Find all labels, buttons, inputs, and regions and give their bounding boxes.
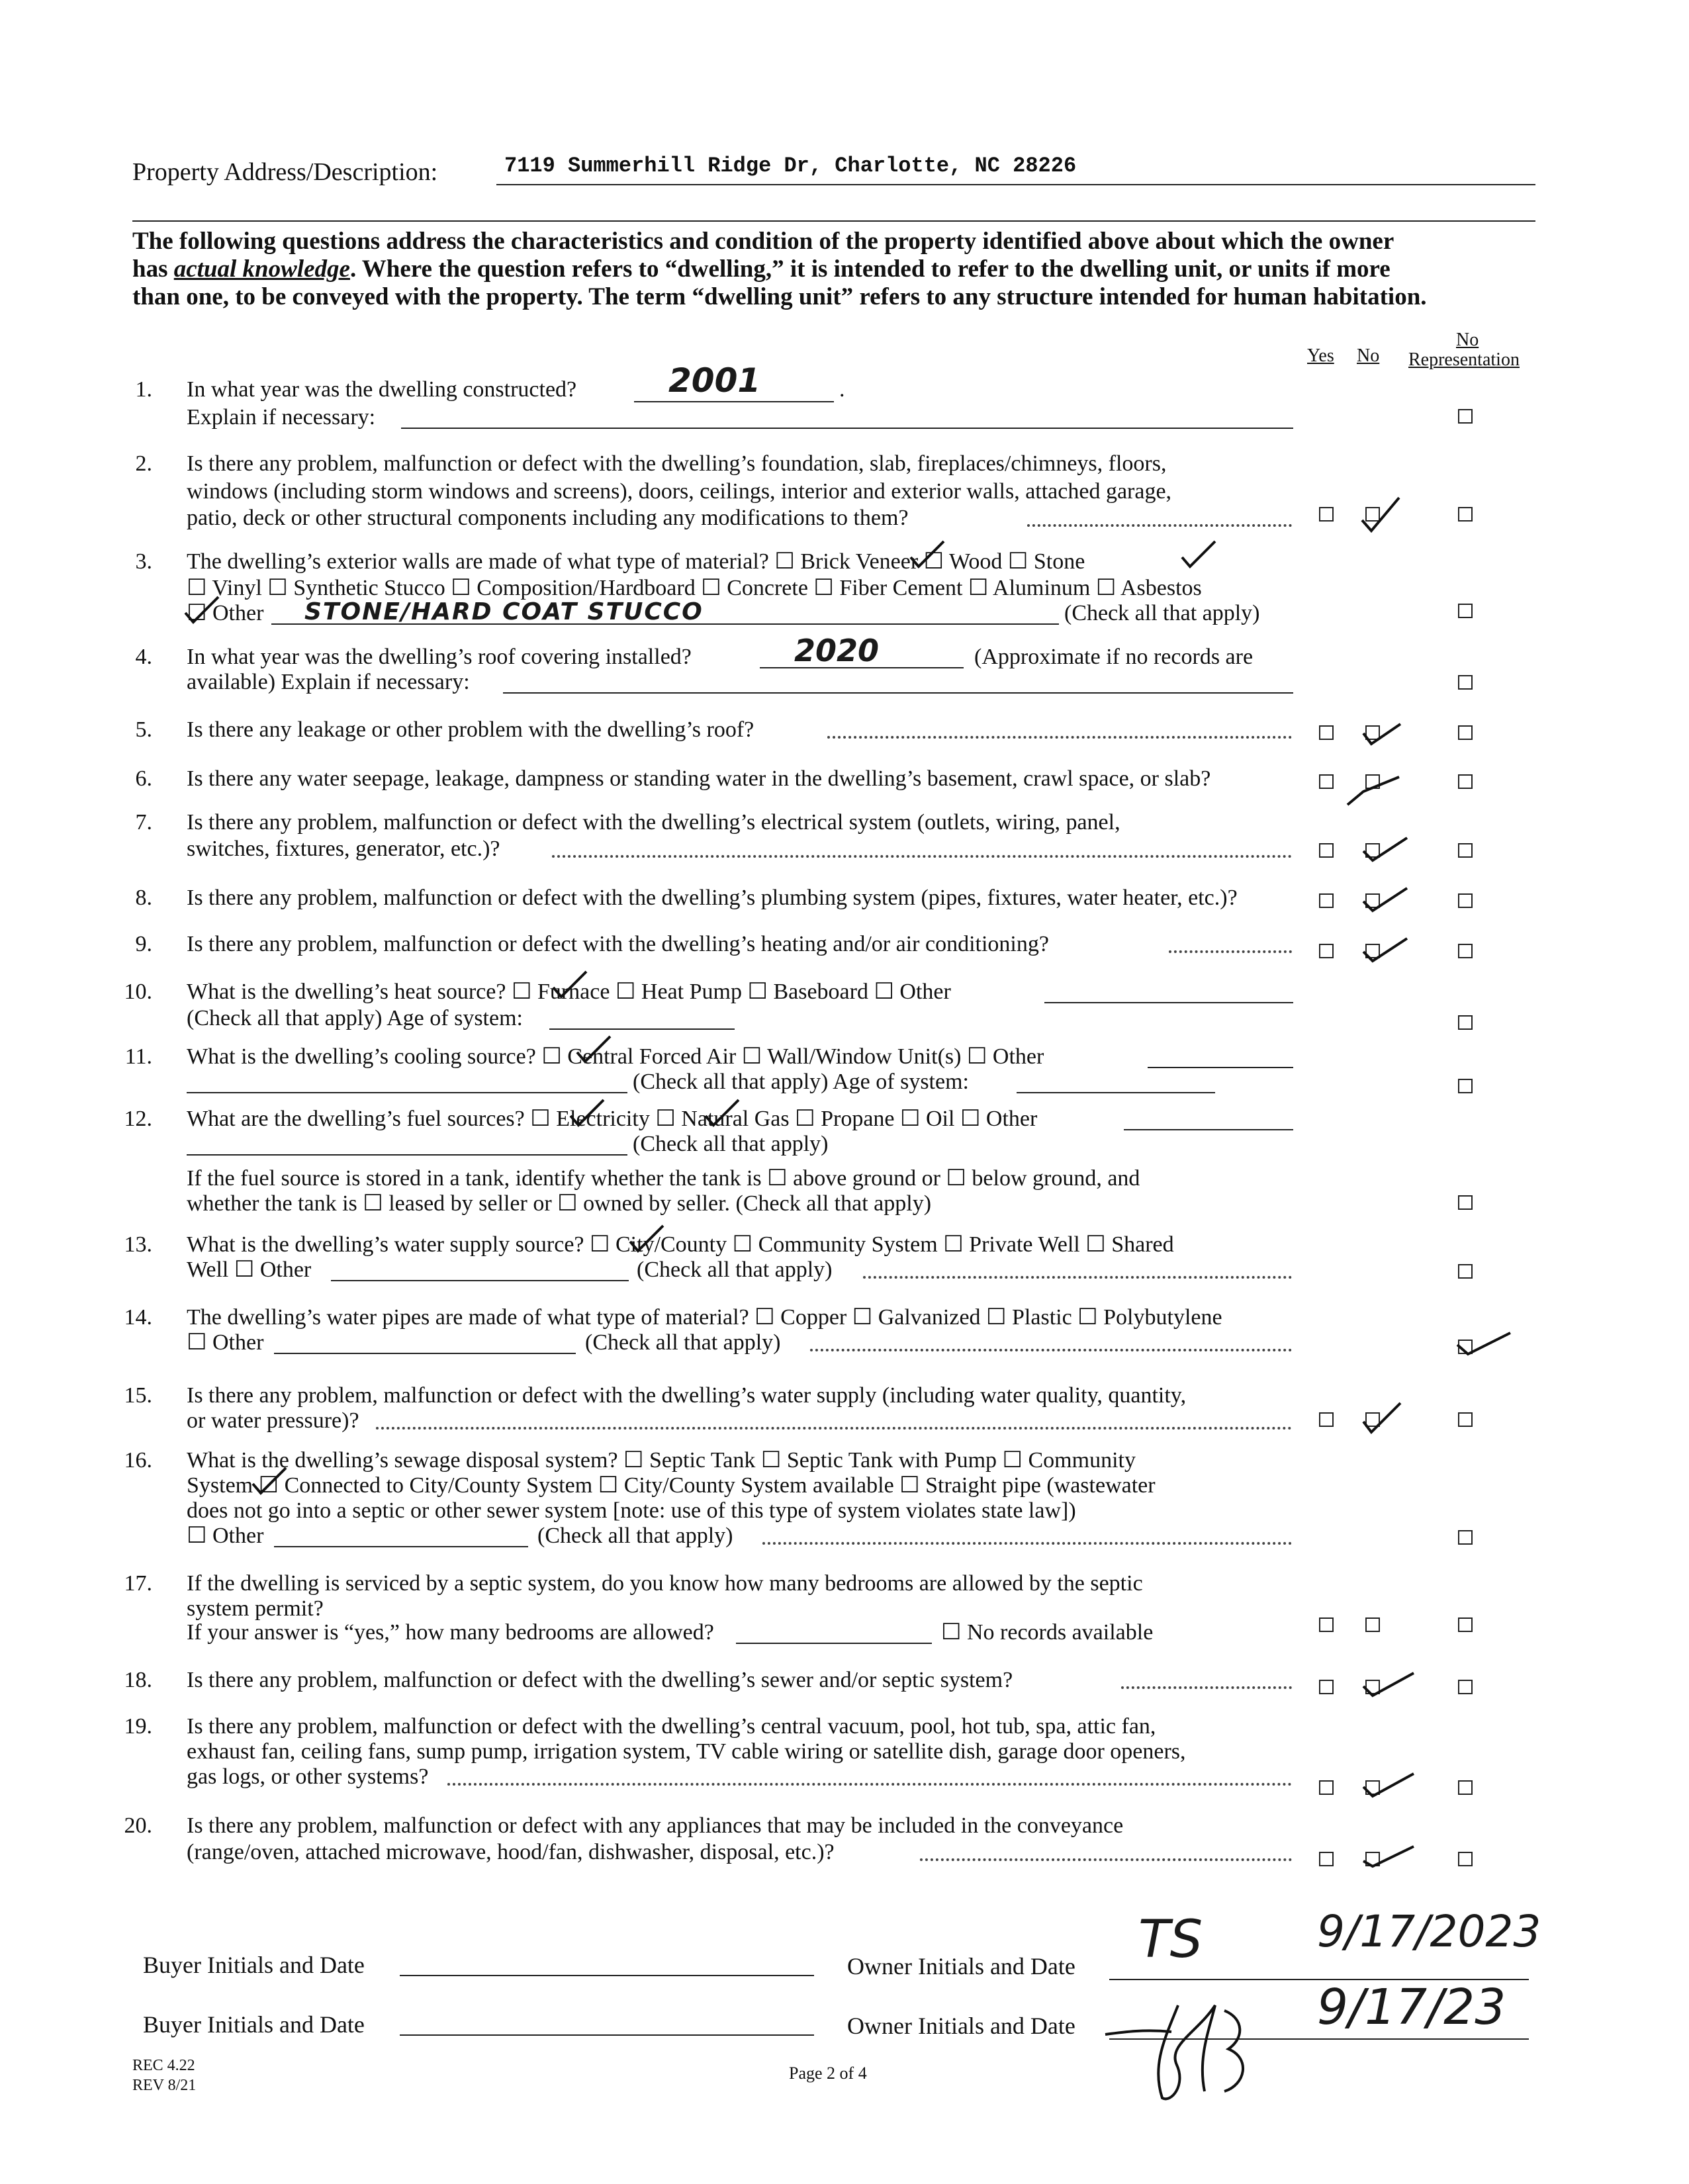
q11-age-line <box>1017 1092 1215 1093</box>
q3-text-1: The dwelling’s exterior walls are made of what type of material? ☐ Brick Veneer ☐ Wood ☐ Stone <box>187 549 1085 574</box>
q19-norep-checkbox[interactable] <box>1458 1780 1473 1795</box>
q7-no-checkmark <box>1358 831 1411 864</box>
q1-explain: Explain if necessary: <box>187 405 376 430</box>
q11-text-2: (Check all that apply) Age of system: <box>633 1069 969 1094</box>
q11-number: 11. <box>124 1044 152 1069</box>
q17-text-3a: If your answer is “yes,” how many bedrooms are allowed? <box>187 1620 714 1645</box>
q12-electricity-checkmark <box>567 1096 606 1129</box>
q14-text-1: The dwelling’s water pipes are made of what type of material? ☐ Copper ☐ Galvanized ☐ Plastic ☐ Polybutylene <box>187 1305 1222 1330</box>
q8-text: Is there any problem, malfunction or defect with the dwelling’s plumbing system (pipes, fixtures, water heater, etc.)? <box>187 886 1238 910</box>
q18-text: Is there any problem, malfunction or defect with the dwelling’s sewer and/or septic system? <box>187 1668 1013 1692</box>
q3-other-answer: STONE/HARD COAT STUCCO <box>304 598 704 625</box>
q12-other-line-2 <box>187 1154 627 1156</box>
q17-text-1: If the dwelling is serviced by a septic system, do you know how many bedrooms are allowed by the septic <box>187 1571 1143 1596</box>
q4-number: 4. <box>135 645 152 669</box>
q9-norep-checkbox[interactable] <box>1458 944 1473 958</box>
buyer-initials-label-1: Buyer Initials and Date <box>143 1952 365 1978</box>
q9-no-checkmark <box>1358 932 1411 965</box>
q18-norep-checkbox[interactable] <box>1458 1680 1473 1694</box>
q14-norep-checkmark <box>1453 1324 1513 1357</box>
q16-text-3: does not go into a septic or other sewer system [note: use of this type of system violates state law]) <box>187 1498 1076 1523</box>
q19-leader <box>447 1783 1292 1786</box>
q6-yes-checkbox[interactable] <box>1319 774 1334 789</box>
q19-yes-checkbox[interactable] <box>1319 1780 1334 1795</box>
q13-number: 13. <box>124 1232 152 1257</box>
q3-stone-checkmark <box>1178 537 1218 570</box>
q12-text-2: (Check all that apply) <box>633 1132 829 1156</box>
q16-text-4b: (Check all that apply) <box>537 1524 733 1548</box>
q11-central-checkmark <box>573 1032 613 1066</box>
q20-number: 20. <box>124 1813 152 1838</box>
q15-leader <box>376 1427 1292 1430</box>
col-norep-1: No <box>1456 330 1479 350</box>
q5-yes-checkbox[interactable] <box>1319 725 1334 740</box>
q1-text: In what year was the dwelling constructed? <box>187 377 577 402</box>
q2-text-2: windows (including storm windows and screens), doors, ceilings, interior and exterior walls, attached garage, <box>187 479 1172 504</box>
q15-norep-checkbox[interactable] <box>1458 1412 1473 1427</box>
q20-text-1: Is there any problem, malfunction or defect with any appliances that may be included in the conveyance <box>187 1813 1124 1838</box>
q14-text-2b: (Check all that apply) <box>585 1330 781 1355</box>
q10-norep-checkbox[interactable] <box>1458 1015 1473 1030</box>
q1-answer-line <box>634 401 834 402</box>
q13-text-2b: (Check all that apply) <box>637 1257 833 1282</box>
q14-number: 14. <box>124 1305 152 1330</box>
q16-leader <box>762 1542 1292 1545</box>
q3-text-3: ☐ Other <box>187 601 264 625</box>
q3-number: 3. <box>135 549 152 574</box>
q10-text-1: What is the dwelling’s heat source? ☐ Furnace ☐ Heat Pump ☐ Baseboard ☐ Other <box>187 979 951 1004</box>
q6-norep-checkbox[interactable] <box>1458 774 1473 789</box>
form-code: REC 4.22 <box>132 2057 195 2074</box>
q15-text-2: or water pressure)? <box>187 1408 359 1433</box>
q3-check-all: (Check all that apply) <box>1064 601 1260 625</box>
q19-text-3: gas logs, or other systems? <box>187 1764 429 1789</box>
q2-text-3: patio, deck or other structural components including any modifications to them? <box>187 506 909 530</box>
q12-text-4: whether the tank is ☐ leased by seller or ☐ owned by seller. (Check all that apply) <box>187 1191 932 1216</box>
q19-text-1: Is there any problem, malfunction or defect with the dwelling’s central vacuum, pool, hot tub, spa, attic fan, <box>187 1714 1156 1739</box>
q7-number: 7. <box>135 810 152 835</box>
col-yes: Yes <box>1307 345 1334 366</box>
q4-explain-line <box>503 692 1293 694</box>
q2-no-checkmark <box>1357 494 1403 536</box>
q2-yes-checkbox[interactable] <box>1319 507 1334 522</box>
q18-yes-checkbox[interactable] <box>1319 1680 1334 1694</box>
q7-leader <box>552 855 1292 858</box>
q13-leader <box>863 1276 1292 1279</box>
q20-yes-checkbox[interactable] <box>1319 1852 1334 1866</box>
q11-norep-checkbox[interactable] <box>1458 1079 1473 1093</box>
q9-text: Is there any problem, malfunction or defect with the dwelling’s heating and/or air conditioning? <box>187 932 1049 956</box>
address-value: 7119 Summerhill Ridge Dr, Charlotte, NC 28226 <box>504 154 1077 178</box>
q20-norep-checkbox[interactable] <box>1458 1852 1473 1866</box>
q18-number: 18. <box>124 1668 152 1692</box>
q16-text-1: What is the dwelling’s sewage disposal system? ☐ Septic Tank ☐ Septic Tank with Pump ☐ Community <box>187 1448 1136 1473</box>
q14-other-line <box>274 1353 576 1354</box>
q3-text-2: ☐ Vinyl ☐ Synthetic Stucco ☐ Composition/Hardboard ☐ Concrete ☐ Fiber Cement ☐ Aluminum ☐ Asbestos <box>187 576 1202 600</box>
q17-bedrooms-line <box>736 1643 932 1644</box>
q17-text-2: system permit? <box>187 1596 324 1621</box>
q11-text-1: What is the dwelling’s cooling source? ☐ Central Forced Air ☐ Wall/Window Unit(s) ☐ Other <box>187 1044 1044 1069</box>
top-rule <box>132 220 1535 222</box>
actual-knowledge: actual knowledge <box>173 255 350 283</box>
q13-text-1: What is the dwelling’s water supply source? ☐ City/County ☐ Community System ☐ Private Well ☐ Shared <box>187 1232 1174 1257</box>
q18-leader <box>1121 1686 1292 1689</box>
q16-number: 16. <box>124 1448 152 1473</box>
q16-text-2: System ☐ Connected to City/County System ☐ City/County System available ☐ Straight pipe (wastewater <box>187 1473 1156 1498</box>
q13-other-line <box>331 1280 629 1281</box>
q10-age-line <box>549 1028 735 1030</box>
q15-number: 15. <box>124 1383 152 1408</box>
q19-text-2: exhaust fan, ceiling fans, sump pump, irrigation system, TV cable wiring or satellite dish, garage door openers, <box>187 1739 1186 1764</box>
q15-yes-checkbox[interactable] <box>1319 1412 1334 1427</box>
buyer-initials-line-1[interactable] <box>400 1975 814 1976</box>
owner-initials-label-2: Owner Initials and Date <box>847 2013 1075 2039</box>
q5-no-checkmark <box>1358 716 1404 749</box>
q11-other-line-2 <box>187 1092 627 1093</box>
buyer-initials-line-2[interactable] <box>400 2034 814 2036</box>
q9-leader <box>1169 950 1292 953</box>
owner-date-2: 9/17/23 <box>1317 1979 1506 2036</box>
q1-explain-line <box>401 428 1293 429</box>
q8-yes-checkbox[interactable] <box>1319 893 1334 908</box>
q5-norep-checkbox[interactable] <box>1458 725 1473 740</box>
q7-text-2: switches, fixtures, generator, etc.)? <box>187 837 500 861</box>
form-revision: REV 8/21 <box>132 2077 197 2094</box>
intro-line-3: than one, to be conveyed with the property. The term “dwelling unit” refers to any structure intended for human habitation. <box>132 283 1427 310</box>
q16-connected-checkmark <box>249 1464 289 1497</box>
q4-norep-checkbox[interactable] <box>1458 675 1473 690</box>
q6-text: Is there any water seepage, leakage, dampness or standing water in the dwelling’s basement, crawl space, or slab? <box>187 766 1211 791</box>
owner-date-1: 9/17/2023 <box>1317 1906 1541 1957</box>
owner-initials-2-signature <box>1099 1992 1284 2105</box>
q6-no-checkmark <box>1344 765 1403 809</box>
q17-yes-checkbox[interactable] <box>1319 1617 1334 1632</box>
q1-answer: 2001 <box>668 361 761 400</box>
q4-text-1: In what year was the dwelling’s roof covering installed? <box>187 645 692 669</box>
address-underline <box>496 184 1535 185</box>
q20-leader <box>920 1858 1292 1861</box>
q4-text-2: available) Explain if necessary: <box>187 670 470 694</box>
q9-yes-checkbox[interactable] <box>1319 944 1334 958</box>
q20-text-2: (range/oven, attached microwave, hood/fan, dishwasher, disposal, etc.)? <box>187 1840 835 1864</box>
q2-norep-checkbox[interactable] <box>1458 507 1473 522</box>
q2-text-1: Is there any problem, malfunction or defect with the dwelling’s foundation, slab, fireplaces/chimneys, floors, <box>187 451 1167 476</box>
q17-no-checkbox[interactable] <box>1365 1617 1380 1632</box>
q3-norep-checkbox[interactable] <box>1458 604 1473 618</box>
address-label: Property Address/Description: <box>132 158 438 186</box>
page-number: Page 2 of 4 <box>789 2064 867 2083</box>
q4-answer: 2020 <box>794 633 880 668</box>
q8-norep-checkbox[interactable] <box>1458 893 1473 908</box>
q16-text-4a: ☐ Other <box>187 1524 264 1548</box>
q16-norep-checkbox[interactable] <box>1458 1530 1473 1545</box>
q17-number: 17. <box>124 1571 152 1596</box>
q1-norep-checkbox[interactable] <box>1458 409 1473 424</box>
col-norep-2: Representation <box>1408 349 1520 370</box>
q5-text: Is there any leakage or other problem with the dwelling’s roof? <box>187 717 754 742</box>
q9-number: 9. <box>135 932 152 956</box>
q19-no-checkmark <box>1358 1767 1418 1800</box>
q17-norep-checkbox[interactable] <box>1458 1617 1473 1632</box>
q2-leader <box>1027 524 1292 527</box>
q7-text-1: Is there any problem, malfunction or defect with the dwelling’s electrical system (outlets, wiring, panel, <box>187 810 1120 835</box>
intro-line-2: has actual knowledge. Where the question refers to “dwelling,” it is intended to refer to the dwelling unit, or units if more <box>132 255 1391 283</box>
q2-number: 2. <box>135 451 152 476</box>
q3-brick-checkmark <box>907 537 946 570</box>
q6-number: 6. <box>135 766 152 791</box>
q12-natural-gas-checkmark <box>702 1096 741 1129</box>
q20-no-checkmark <box>1358 1839 1418 1872</box>
q3-other-checkmark <box>181 593 221 626</box>
col-no: No <box>1357 345 1380 366</box>
q12-norep-checkbox[interactable] <box>1458 1195 1473 1210</box>
q15-text-1: Is there any problem, malfunction or defect with the dwelling’s water supply (including water quality, quantity, <box>187 1383 1187 1408</box>
q10-number: 10. <box>124 979 152 1004</box>
q14-leader <box>810 1349 1292 1351</box>
q1-number: 1. <box>135 377 152 402</box>
q14-text-2a: ☐ Other <box>187 1330 264 1355</box>
q15-no-checkmark <box>1358 1398 1404 1437</box>
q16-other-line <box>274 1546 528 1547</box>
q12-other-line <box>1124 1129 1293 1130</box>
q7-yes-checkbox[interactable] <box>1319 843 1334 858</box>
q10-furnace-checkmark <box>549 968 589 1001</box>
intro-line-1: The following questions address the characteristics and condition of the property identified above about which the owner <box>132 228 1394 255</box>
buyer-initials-label-2: Buyer Initials and Date <box>143 2011 365 2038</box>
q17-text-3b: ☐ No records available <box>941 1620 1154 1645</box>
q12-number: 12. <box>124 1107 152 1131</box>
q10-text-2: (Check all that apply) Age of system: <box>187 1006 523 1030</box>
q8-no-checkmark <box>1358 882 1411 915</box>
q8-number: 8. <box>135 886 152 910</box>
q5-leader <box>827 736 1292 739</box>
q12-text-3: If the fuel source is stored in a tank, identify whether the tank is ☐ above ground or ☐ below ground, and <box>187 1166 1140 1191</box>
q13-text-2a: Well ☐ Other <box>187 1257 312 1282</box>
q19-number: 19. <box>124 1714 152 1739</box>
q12-text-1: What are the dwelling’s fuel sources? ☐ Electricity ☐ Natural Gas ☐ Propane ☐ Oil ☐ Other <box>187 1107 1038 1131</box>
owner-initials-1: TS <box>1138 1910 1203 1970</box>
q13-city-checkmark <box>626 1222 666 1255</box>
q4-text-1b: (Approximate if no records are <box>974 645 1254 669</box>
q13-norep-checkbox[interactable] <box>1458 1264 1473 1279</box>
q5-number: 5. <box>135 717 152 742</box>
q7-norep-checkbox[interactable] <box>1458 843 1473 858</box>
q10-other-line <box>1044 1002 1293 1003</box>
owner-initials-label-1: Owner Initials and Date <box>847 1953 1075 1979</box>
intro-text <box>132 228 1542 311</box>
q11-other-line <box>1148 1067 1293 1068</box>
q18-no-checkmark <box>1358 1666 1418 1700</box>
